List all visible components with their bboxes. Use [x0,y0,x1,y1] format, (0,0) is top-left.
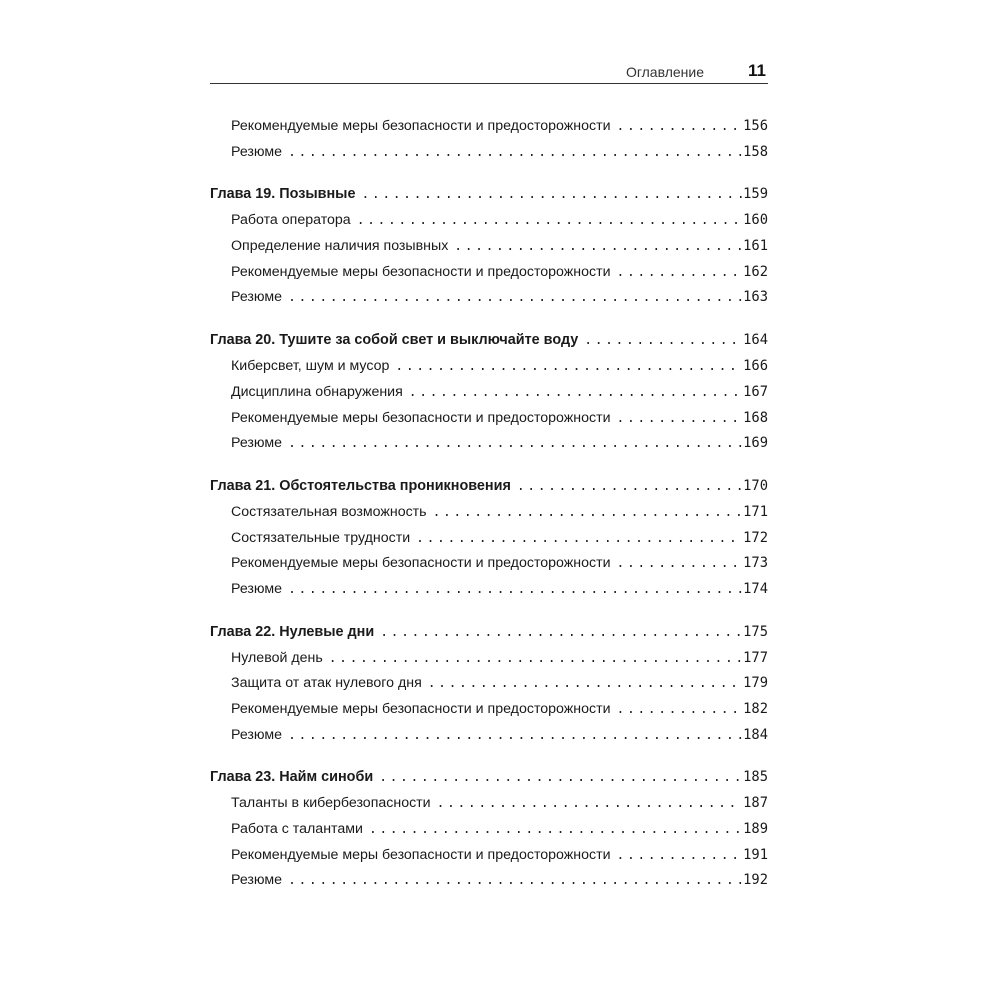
toc-section-entry [210,872,768,898]
toc-entry-page-number: 170 [743,477,768,494]
toc-entry-page-number: 177 [743,649,768,666]
toc-entry-page-number: 156 [743,118,768,134]
toc-entry-title: Рекомендуемые меры безопасности и предосторожности [231,555,611,572]
dot-leader [380,625,742,640]
toc-entry-title: Нулевой день [231,649,323,666]
dot-leader [379,770,742,785]
dot-leader [617,848,743,863]
toc-chapter-entry [210,769,768,795]
toc-entry-page-number: 162 [743,263,768,280]
toc-entry-page-number: 184 [743,726,768,743]
toc-entry-title: Резюме [231,435,283,452]
toc-entry-title: Рекомендуемые меры безопасности и предосторожности [231,118,611,134]
dot-leader [357,213,742,228]
toc-entry-page-number: 167 [743,383,768,400]
toc-section-entry [210,795,768,821]
toc-entry-page-number: 164 [743,332,768,349]
toc-entry-title: Состязательная возможность [231,503,427,520]
toc-section-entry [210,504,768,530]
toc-section-entry [210,289,768,315]
toc-section-entry [210,675,768,701]
dot-leader [369,822,742,837]
dot-leader [454,239,742,254]
toc-entry-title: Глава 19. Позывные [210,186,356,203]
book-page [210,0,768,1000]
chapter-spacer [210,315,768,332]
toc-section-entry [210,701,768,727]
toc-section-entry [210,555,768,581]
chapter-spacer [210,607,768,624]
running-header-section-title: Оглавление [625,64,704,80]
dot-leader [361,187,742,202]
toc-entry-title: Дисциплина обнаружения [231,383,403,400]
toc-chapter-entry [210,186,768,212]
toc-entry-title: Защита от атак нулевого дня [231,675,422,692]
toc-entry-page-number: 187 [743,795,768,812]
toc-section-entry [210,238,768,264]
dot-leader [409,385,742,400]
toc-section-entry [210,118,768,144]
toc-entry-page-number: 160 [743,212,768,229]
dot-leader [288,436,742,451]
dot-leader [584,333,742,348]
dot-leader [395,359,742,374]
toc-section-entry [210,650,768,676]
toc-entry-title: Глава 22. Нулевые дни [210,623,375,640]
dot-leader [437,796,742,811]
toc-entry-title: Состязательные трудности [231,529,411,546]
dot-leader [617,556,743,571]
toc-entry-title: Глава 23. Найм синоби [210,769,374,786]
toc-entry-page-number: 182 [743,701,768,717]
toc-section-entry [210,821,768,847]
dot-leader [433,505,743,520]
toc-entry-title: Резюме [231,143,283,160]
toc-entry-page-number: 168 [743,409,768,426]
toc-entry-title: Глава 21. Обстоятельства проникновения [210,477,511,494]
dot-leader [288,145,742,160]
toc-entry-title: Рекомендуемые меры безопасности и предосторожности [231,409,611,426]
toc-chapter-entry [210,478,768,504]
toc-entry-page-number: 159 [743,186,768,203]
dot-leader [517,479,742,494]
dot-leader [288,290,742,305]
toc-entry-page-number: 192 [743,872,768,889]
toc-entry-page-number: 175 [743,623,768,640]
dot-leader [617,265,743,280]
page-number: 11 [748,61,766,80]
toc-entry-page-number: 172 [743,529,768,546]
toc-section-entry [210,727,768,753]
chapter-spacer [210,461,768,478]
toc-chapter-entry [210,624,768,650]
toc-entry-title: Киберсвет, шум и мусор [231,358,390,375]
toc-entry-page-number: 174 [743,580,768,597]
toc-entry-title: Рекомендуемые меры безопасности и предосторожности [231,263,611,280]
dot-leader [329,651,742,666]
dot-leader [288,873,742,888]
toc-section-entry [210,410,768,436]
toc-section-entry [210,530,768,556]
toc-entry-title: Таланты в кибербезопасности [231,795,431,812]
toc-section-entry [210,212,768,238]
toc-entry-page-number: 169 [743,435,768,452]
toc-entry-page-number: 191 [743,846,768,863]
dot-leader [428,676,742,691]
toc-section-entry [210,264,768,290]
toc-entry-title: Резюме [231,872,283,889]
toc-entry-page-number: 163 [743,289,768,306]
dot-leader [288,728,742,743]
dot-leader [617,702,743,717]
toc-entry-page-number: 173 [743,555,768,572]
toc-entry-title: Работа с талантами [231,821,363,838]
toc-entry-title: Резюме [231,580,283,597]
dot-leader [416,531,742,546]
toc-entry-page-number: 185 [743,769,768,786]
toc-section-entry [210,847,768,873]
toc-section-entry [210,384,768,410]
chapter-spacer [210,169,768,186]
toc-entry-title: Глава 20. Тушите за собой свет и выключайте воду [210,332,579,349]
dot-leader [288,582,742,597]
table-of-contents [210,118,768,898]
running-header [210,60,768,82]
header-rule [210,83,768,84]
dot-leader [617,119,743,134]
toc-entry-page-number: 161 [743,238,768,255]
toc-chapter-entry [210,332,768,358]
toc-entry-page-number: 158 [743,143,768,160]
toc-entry-page-number: 189 [743,821,768,838]
toc-section-entry [210,435,768,461]
toc-section-entry [210,358,768,384]
toc-entry-title: Резюме [231,289,283,306]
toc-section-entry [210,144,768,170]
toc-entry-title: Определение наличия позывных [231,238,449,255]
toc-section-entry [210,581,768,607]
chapter-spacer [210,752,768,769]
toc-entry-page-number: 179 [743,675,768,692]
toc-entry-title: Рекомендуемые меры безопасности и предосторожности [231,701,611,717]
toc-entry-page-number: 171 [743,503,768,520]
toc-entry-title: Работа оператора [231,212,351,229]
dot-leader [617,411,743,426]
toc-entry-page-number: 166 [743,358,768,375]
toc-entry-title: Рекомендуемые меры безопасности и предосторожности [231,846,611,863]
toc-entry-title: Резюме [231,726,283,743]
